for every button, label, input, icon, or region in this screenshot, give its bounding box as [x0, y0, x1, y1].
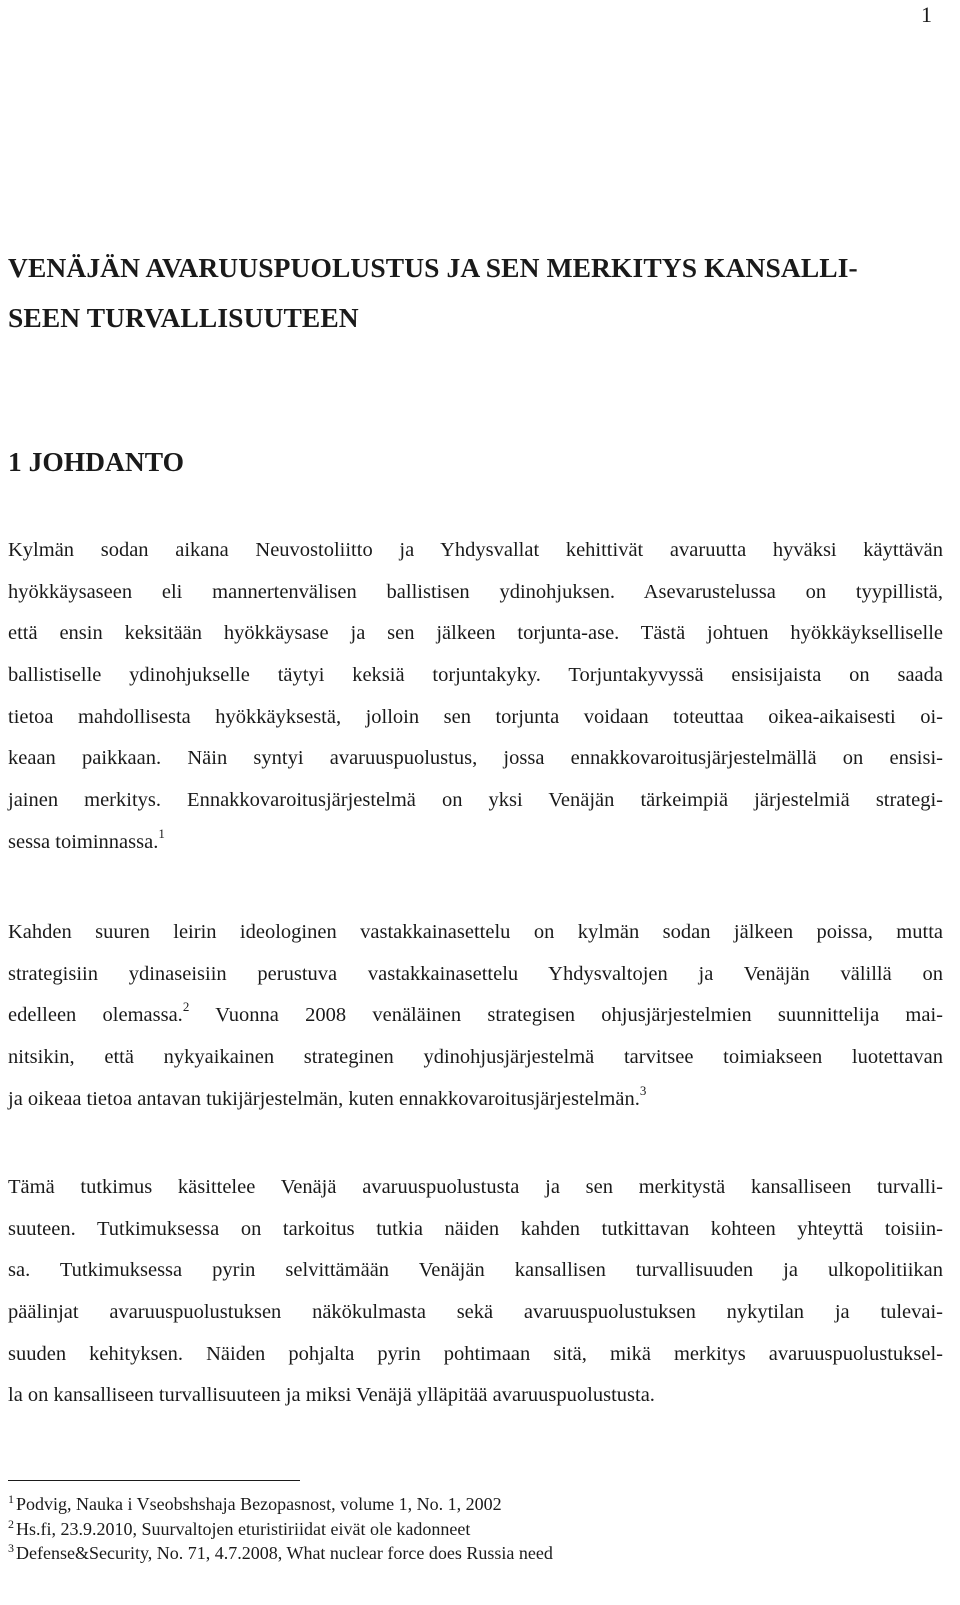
paragraph-2	[8, 912, 943, 1120]
paragraph-line: jainen merkitys. Ennakkovaroitusjärjestelmä on yksi Venäjän tärkeimpiä järjestelmiä strategi-	[8, 789, 943, 812]
paragraph-line: päälinjat avaruuspuolustuksen näkökulmasta sekä avaruuspuolustuksen nykytilan ja tulevai-	[8, 1301, 943, 1324]
paragraph-line-last: la on kansalliseen turvallisuuteen ja miksi Venäjä ylläpitää avaruuspuolustusta.	[8, 1384, 655, 1407]
paragraph-line: nitsikin, että nykyaikainen strateginen ydinohjusjärjestelmä tarvitsee toimiakseen luotettavan	[8, 1046, 943, 1069]
title-line: VENÄJÄN AVARUUSPUOLUSTUS JA SEN MERKITYS KANSALLI-	[8, 252, 858, 283]
paragraph-line: Kylmän sodan aikana Neuvostoliitto ja Yhdysvallat kehittivät avaruutta hyväksi käyttävän	[8, 539, 943, 561]
paragraph-line: Kahden suuren leirin ideologinen vastakkainasettelu on kylmän sodan jälkeen poissa, mutta	[8, 921, 943, 943]
paragraph-1	[8, 530, 943, 864]
footnotes-list	[8, 1492, 943, 1566]
paragraph-line: ballistiselle ydinohjukselle täytyi keksiä torjuntakyky. Torjuntakyvyssä ensisijaista on saada	[8, 664, 943, 687]
footnote-text: Podvig, Nauka i Vseobshshaja Bezopasnost, volume 1, No. 1, 2002	[16, 1494, 502, 1514]
paragraph-line: Tämä tutkimus käsittelee Venäjä avaruuspuolustusta ja sen merkitystä kansalliseen turvalli-	[8, 1176, 943, 1198]
paragraph-line: suuteen. Tutkimuksessa on tarkoitus tutkia näiden kahden tutkittavan kohteen yhteyttä toisiin-	[8, 1217, 943, 1240]
footnote-reference: 2	[182, 999, 190, 1015]
footnote-number: 3	[8, 1541, 14, 1555]
paragraph-line: että ensin keksitään hyökkäysase ja sen jälkeen torjunta-ase. Tästä johtuen hyökkäykselliselle	[8, 622, 943, 645]
paragraph-text: edelleen olemassa.	[8, 1004, 183, 1027]
footnote-text: Defense&Security, No. 71, 4.7.2008, What nuclear force does Russia need	[16, 1543, 553, 1563]
page-number: 1	[921, 2, 932, 27]
paragraph-line: suuden kehityksen. Näiden pohjalta pyrin pohtimaan sitä, mikä merkitys avaruuspuolustuksel-	[8, 1342, 943, 1365]
paragraph-line: tietoa mahdollisesta hyökkäyksestä, jolloin sen torjunta voidaan toteuttaa oikea-aikaisesti oi-	[8, 705, 943, 728]
footnote-reference: 1	[158, 825, 165, 841]
paragraph-text: Vuonna 2008 venäläinen strategisen ohjusjärjestelmien suunnittelija mai-	[189, 1004, 944, 1027]
paragraph-line-last	[8, 1079, 943, 1121]
section-heading: 1 JOHDANTO	[8, 446, 184, 477]
paragraph-text: ja oikeaa tietoa antavan tukijärjestelmän, kuten ennakkovaroitusjärjestelmän.	[8, 1087, 640, 1110]
footnote-item	[8, 1541, 943, 1566]
footnote-number: 1	[8, 1492, 14, 1506]
footnote-text: Hs.fi, 23.9.2010, Suurvaltojen eturistiriidat eivät ole kadonneet	[16, 1518, 471, 1539]
paragraph-line: sa. Tutkimuksessa pyrin selvittämään Venäjän kansallisen turvallisuuden ja ulkopolitiikan	[8, 1259, 943, 1282]
footnote-reference: 3	[639, 1082, 647, 1098]
footnote-separator	[8, 1480, 300, 1481]
paragraph-line-last	[8, 822, 943, 864]
title-line: SEEN TURVALLISUUTEEN	[8, 302, 359, 333]
paragraph-line: strategisiin ydinaseisiin perustuva vastakkainasettelu Yhdysvaltojen ja Venäjän välillä on	[8, 962, 943, 985]
footnote-item	[8, 1492, 943, 1517]
footnote-item	[8, 1517, 943, 1542]
paragraph-line: keaan paikkaan. Näin syntyi avaruuspuolustus, jossa ennakkovaroitusjärjestelmällä on ensisi-	[8, 747, 943, 770]
paragraph-3	[8, 1167, 943, 1417]
paragraph-line-mixed	[8, 995, 943, 1037]
document-title	[8, 243, 943, 343]
paragraph-line: hyökkäysaseen eli mannertenvälisen ballistisen ydinohjuksen. Asevarustelussa on tyypillistä,	[8, 580, 943, 603]
footnote-number: 2	[8, 1516, 14, 1531]
paragraph-text: sessa toiminnassa.	[8, 830, 159, 853]
